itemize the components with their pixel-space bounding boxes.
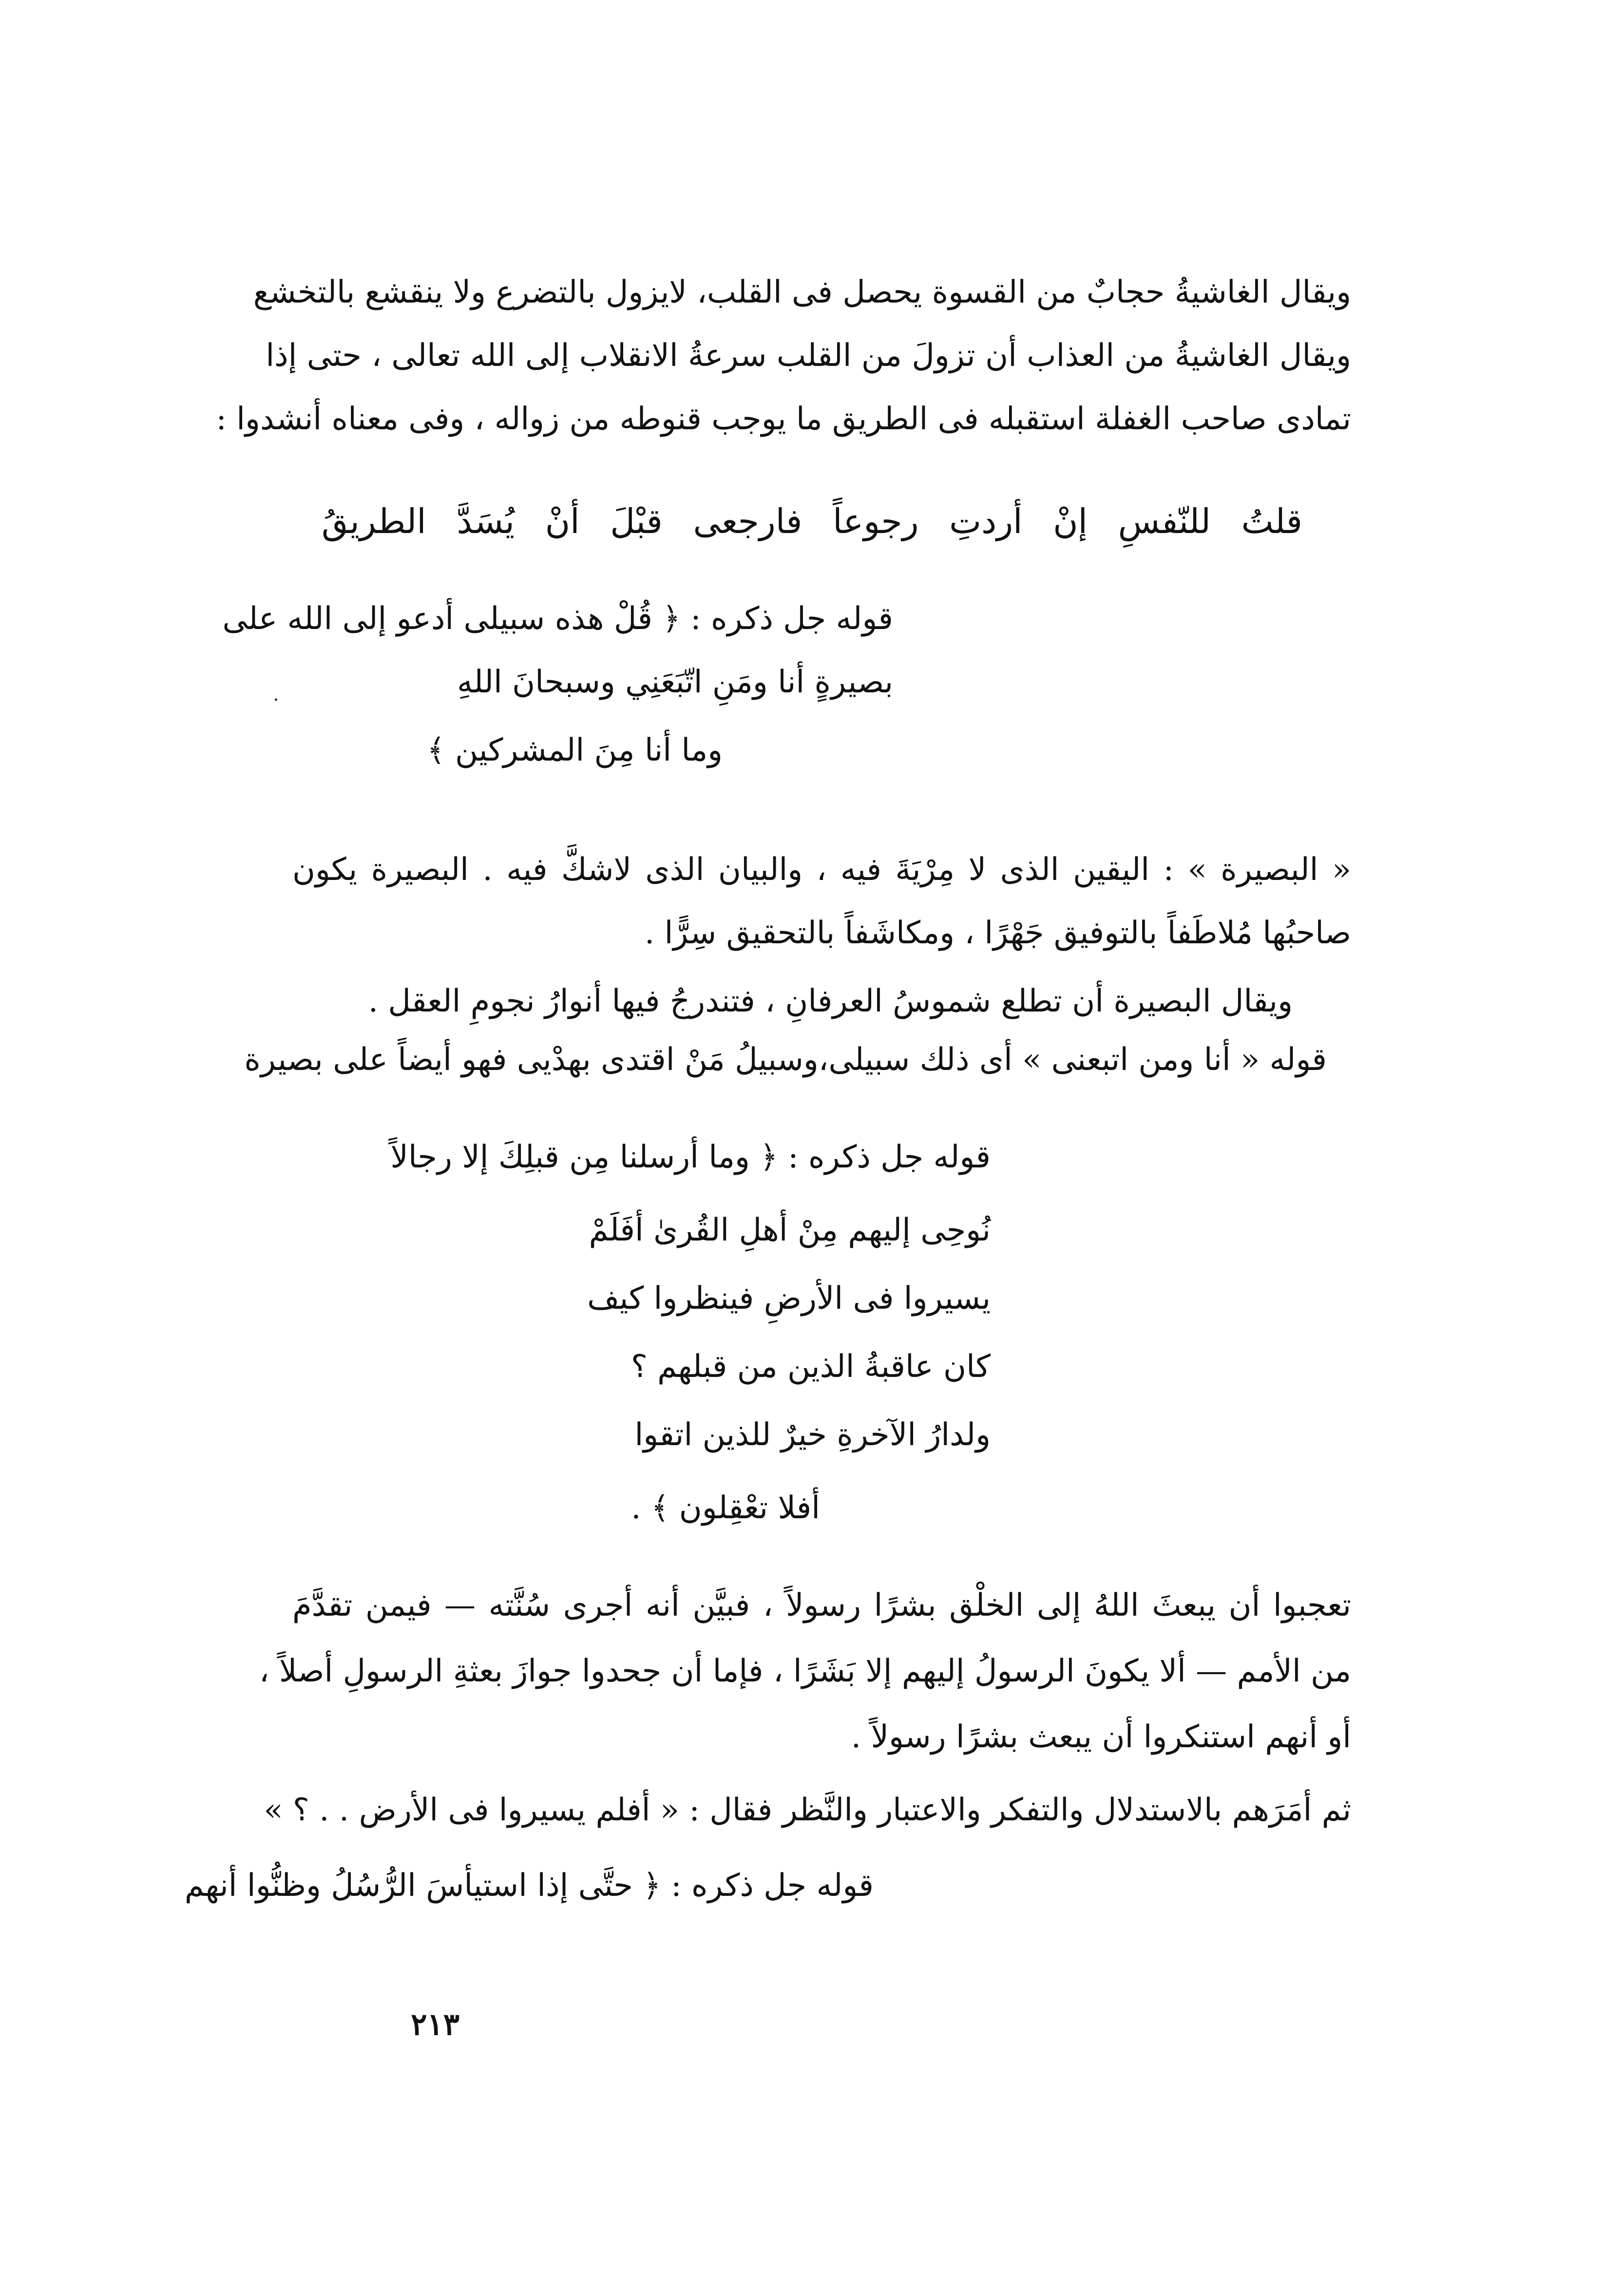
paragraph-line: صاحبُها مُلاطَفاً بالتوفيق جَهْرًا ، ومكاشَفاً بالتحقيق سِرًّا . (644, 915, 1351, 951)
quran-verse-line: ولدارُ الآخرةِ خيرٌ للذين اتقوا (634, 1417, 991, 1453)
quran-verse-line: قوله جل ذكره : ﴿ قُلْ هذه سبيلى أدعو إلى الله على (222, 601, 893, 637)
quran-verse-line: بصيرةٍ أنا ومَنِ اتّبَعَنِي وسبحانَ اللهِ (457, 664, 893, 700)
paragraph-line: قوله « أنا ومن اتبعنى » أى ذلك سبيلى،وسبيلُ مَنْ اقتدى بهدْيى فهو أيضاً على بصيرة (244, 1042, 1327, 1078)
poetry-verse: قلتُ للنّفسِ إنْ أردتِ رجوعاً فارجعى قبْلَ أنْ يُسَدَّ الطريقُ (322, 501, 1302, 541)
quran-verse-line: وما أنا مِنَ المشركين ﴾ (427, 732, 723, 768)
quran-verse-line: أفلا تعْقِلون ﴾ . (631, 1490, 820, 1526)
margin-mark: . (273, 683, 279, 706)
paragraph-line: تمادى صاحب الغفلة استقبله فى الطريق ما يوجب قنوطه من زواله ، وفى معناه أنشدوا : (216, 401, 1351, 437)
paragraph-line: ثم أمَرَهم بالاستدلال والتفكر والاعتبار والنَّظر فقال : « أفلم يسيروا فى الأرض . . ؟ » (264, 1792, 1351, 1828)
paragraph-line: أو أنهم استنكروا أن يبعث بشرًا رسولاً . (851, 1719, 1351, 1755)
paragraph-line: تعجبوا أن يبعثَ اللهُ إلى الخلْق بشرًا رسولاً ، فبيَّن أنه أجرى سُنَّته — فيمن تقدَّمَ (292, 1587, 1351, 1623)
quran-verse-line: قوله جل ذكره : ﴿ حتَّى إذا استيأسَ الرُّسُلُ وظنُّوا أنهم (184, 1868, 874, 1904)
paragraph-line: ويقال الغاشيةُ من العذاب أن تزولَ من القلب سرعةُ الانقلاب إلى الله تعالى ، حتى إذا (266, 338, 1351, 374)
quran-verse-line: نُوحِى إليهم مِنْ أهلِ القُرىٰ أفَلَمْ (589, 1212, 991, 1248)
paragraph-line: ويقال الغاشيةُ حجابٌ من القسوة يحصل فى القلب، لايزول بالتضرع ولا ينقشع بالتخشع (253, 274, 1351, 310)
quran-verse-line: يسيروا فى الأرضِ فينظروا كيف (587, 1280, 991, 1317)
quran-verse-line: قوله جل ذكره : ﴿ وما أرسلنا مِن قبلِكَ إلا رجالاً (390, 1139, 991, 1175)
paragraph-line: ويقال البصيرة أن تطلع شموسُ العرفانِ ، فتندرجُ فيها أنوارُ نجومِ العقل . (368, 983, 1293, 1019)
paragraph-line: « البصيرة » : اليقين الذى لا مِرْيَةَ فيه ، والبيان الذى لاشكَّ فيه . البصيرة يكون (292, 852, 1351, 888)
page-number: ٢١٣ (411, 2006, 459, 2042)
paragraph-line: من الأمم — ألا يكونَ الرسولُ إليهم إلا بَشَرًا ، فإما أن جحدوا جوازَ بعثةِ الرسولِ أصلاً ، (259, 1653, 1351, 1689)
quran-verse-line: كان عاقبةُ الذين من قبلهم ؟ (630, 1349, 991, 1385)
